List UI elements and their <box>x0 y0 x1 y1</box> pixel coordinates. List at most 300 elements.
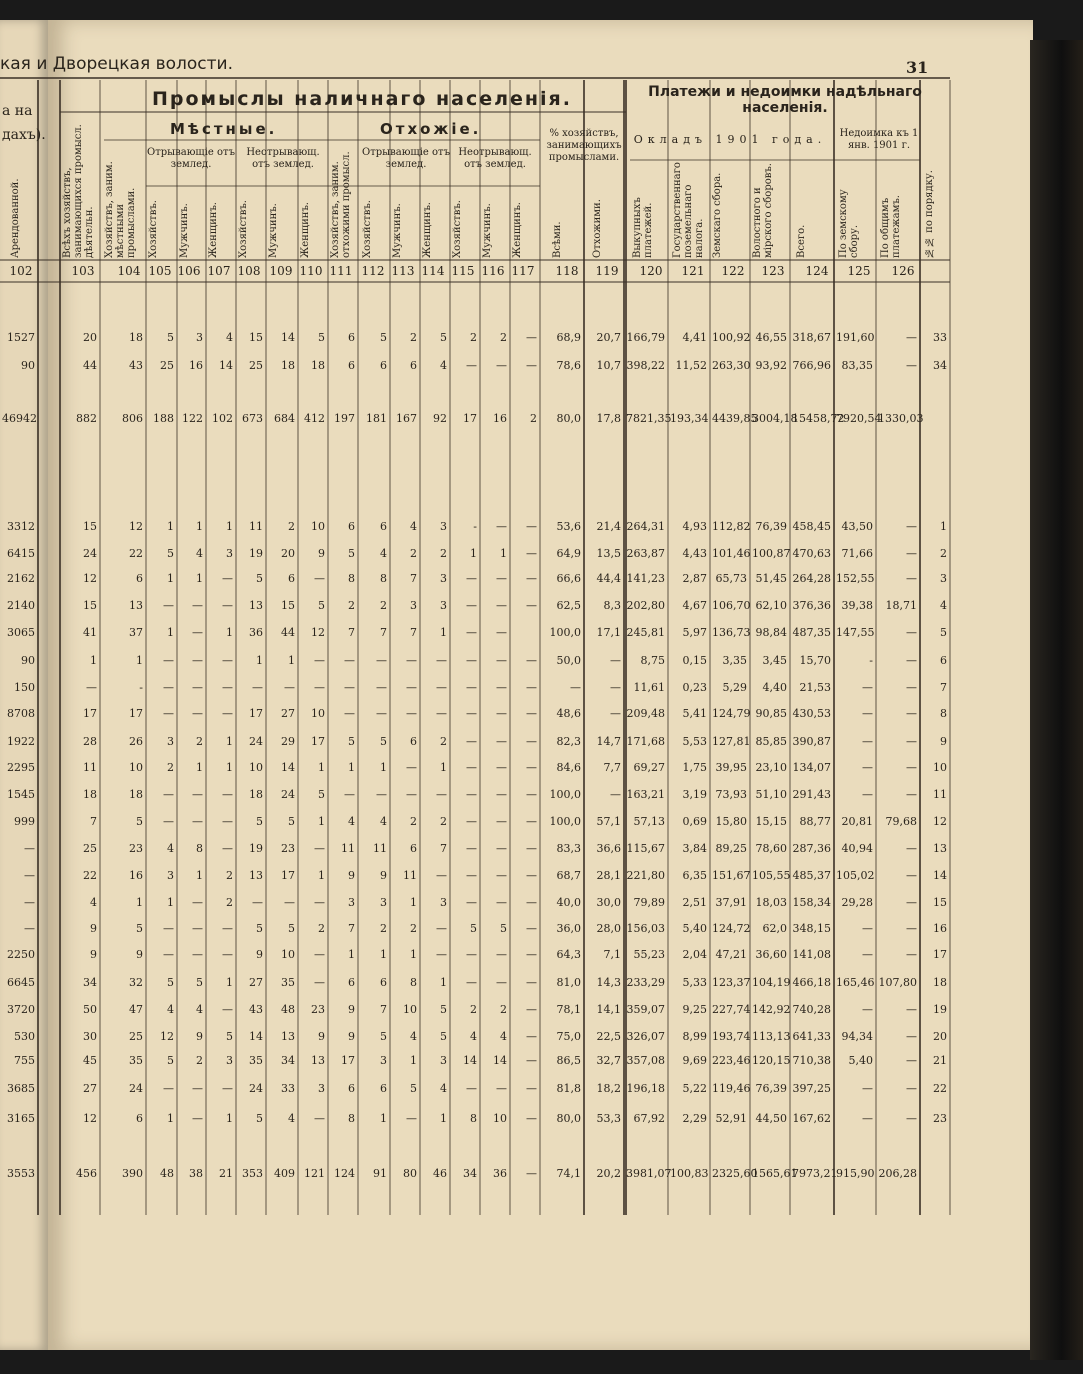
table-cell: — <box>222 572 233 585</box>
table-cell: 53,6 <box>556 520 581 533</box>
table-cell: 17 <box>281 869 295 882</box>
table-cell: — <box>163 948 174 961</box>
table-cell: — <box>436 922 447 935</box>
table-cell: 458,45 <box>792 520 831 533</box>
table-cell: 223,46 <box>712 1054 751 1067</box>
table-cell: 6 <box>410 842 417 855</box>
column-number: 107 <box>207 264 231 278</box>
table-cell: 9 <box>348 1003 355 1016</box>
table-cell: 8 <box>380 572 387 585</box>
table-cell: 34 <box>281 1054 295 1067</box>
table-cell: 8,99 <box>682 1030 707 1043</box>
table-cell: 20 <box>281 547 295 560</box>
table-cell: 107,80 <box>878 976 917 989</box>
table-cell: — <box>344 788 355 801</box>
table-cell: — <box>314 976 325 989</box>
table-cell: — <box>496 520 507 533</box>
table-cell: 5,53 <box>682 735 707 748</box>
table-cell: 136,73 <box>712 626 751 639</box>
table-cell: 18 <box>311 359 325 372</box>
table-cell: 397,25 <box>792 1082 831 1095</box>
table-cell: 7,7 <box>603 761 621 774</box>
table-cell: 65,73 <box>715 572 747 585</box>
table-cell: — <box>24 922 35 935</box>
column-number: 116 <box>481 264 505 278</box>
table-cell: — <box>406 707 417 720</box>
table-cell: — <box>192 1112 203 1125</box>
table-cell: 2 <box>167 761 174 774</box>
table-cell: — <box>192 922 203 935</box>
left-fragment-2: дахъ). <box>2 127 46 143</box>
table-cell: 3 <box>440 572 447 585</box>
table-cell: — <box>610 654 621 667</box>
table-cell: 16 <box>189 359 203 372</box>
table-cell: 1 <box>410 1054 417 1067</box>
table-cell: 35 <box>281 976 295 989</box>
table-cell: 1 <box>136 654 143 667</box>
table-cell: 30,0 <box>596 896 621 909</box>
table-cell: 68,9 <box>556 331 581 344</box>
table-cell: 41 <box>83 626 97 639</box>
table-cell: 64,3 <box>556 948 581 961</box>
table-cell: 412 <box>304 412 325 425</box>
table-cell: — <box>906 359 917 372</box>
table-cell: — <box>526 1030 537 1043</box>
table-cell: 376,36 <box>792 599 831 612</box>
table-cell: 8 <box>196 842 203 855</box>
column-number: 122 <box>721 264 745 278</box>
table-cell: 6 <box>348 359 355 372</box>
table-cell: 6415 <box>7 547 35 560</box>
table-cell: 35 <box>129 1054 143 1067</box>
table-cell: 100,87 <box>752 547 791 560</box>
table-cell: 34 <box>83 976 97 989</box>
table-cell: 17 <box>129 707 143 720</box>
table-cell: 51,10 <box>755 788 787 801</box>
table-cell: 673 <box>242 412 263 425</box>
table-cell: 100,0 <box>549 626 581 639</box>
table-cell: 27 <box>83 1082 97 1095</box>
table-cell: 0,15 <box>682 654 707 667</box>
table-cell: 1 <box>440 976 447 989</box>
vertical-header-15: Женщинъ. <box>512 202 523 258</box>
table-cell: 5 <box>380 735 387 748</box>
table-cell: 18,2 <box>596 1082 621 1095</box>
table-cell: — <box>222 681 233 694</box>
table-cell: — <box>376 681 387 694</box>
table-cell: 21 <box>933 1054 947 1067</box>
table-cell: 15 <box>83 520 97 533</box>
table-cell: 5,29 <box>722 681 747 694</box>
table-cell: — <box>862 735 873 748</box>
table-cell: 6 <box>380 976 387 989</box>
table-cell: 158,34 <box>792 896 831 909</box>
table-cell: 470,63 <box>792 547 831 560</box>
table-cell: 171,68 <box>626 735 665 748</box>
table-cell: 5 <box>348 735 355 748</box>
table-cell: — <box>466 976 477 989</box>
table-cell: — <box>496 788 507 801</box>
table-cell: 64,9 <box>556 547 581 560</box>
table-cell: 5 <box>136 815 143 828</box>
table-cell: — <box>526 842 537 855</box>
table-cell: 4 <box>440 1082 447 1095</box>
table-cell: 47 <box>129 1003 143 1016</box>
table-cell: — <box>526 654 537 667</box>
table-cell: 5 <box>380 331 387 344</box>
table-cell: 3165 <box>7 1112 35 1125</box>
table-cell: 4 <box>500 1030 507 1043</box>
table-cell: — <box>526 976 537 989</box>
table-cell: — <box>222 599 233 612</box>
table-cell: 33 <box>933 331 947 344</box>
table-cell: 221,80 <box>626 869 665 882</box>
table-cell: — <box>163 815 174 828</box>
table-cell: 1 <box>440 761 447 774</box>
table-cell: 530 <box>14 1030 35 1043</box>
table-cell: — <box>466 707 477 720</box>
table-cell: 5 <box>167 976 174 989</box>
table-cell: 1 <box>167 1112 174 1125</box>
table-cell: 4 <box>288 1112 295 1125</box>
table-cell: — <box>163 922 174 935</box>
table-cell: 4,41 <box>682 331 707 344</box>
table-cell: 16 <box>129 869 143 882</box>
table-cell: 6 <box>136 1112 143 1125</box>
vertical-header-9: Хозяйствъ, заним. отхожими промысл. <box>330 151 352 258</box>
table-cell: 86,5 <box>556 1054 581 1067</box>
table-cell: 12 <box>311 626 325 639</box>
table-cell: 18,71 <box>885 599 917 612</box>
table-cell: — <box>906 572 917 585</box>
table-cell: 37,91 <box>715 896 747 909</box>
table-cell: 193,34 <box>670 412 709 425</box>
table-cell: 151,67 <box>712 869 751 882</box>
table-cell: 1 <box>226 761 233 774</box>
table-cell: 1 <box>410 948 417 961</box>
table-cell: 10 <box>311 520 325 533</box>
column-number: 112 <box>361 264 385 278</box>
table-cell: 27 <box>281 707 295 720</box>
table-cell: 32,7 <box>596 1054 621 1067</box>
table-cell: 390 <box>122 1167 143 1180</box>
table-cell: — <box>163 788 174 801</box>
table-cell: — <box>466 788 477 801</box>
table-cell: 3,84 <box>682 842 707 855</box>
table-cell: 15,15 <box>755 815 787 828</box>
table-cell: 98,84 <box>755 626 787 639</box>
table-cell: — <box>24 869 35 882</box>
table-cell: 37 <box>129 626 143 639</box>
table-cell: 165,46 <box>836 976 875 989</box>
table-cell: 15458,72 <box>792 412 845 425</box>
column-number: 115 <box>451 264 475 278</box>
table-cell: 120,15 <box>752 1054 791 1067</box>
table-cell: 22,5 <box>596 1030 621 1043</box>
table-cell: — <box>344 707 355 720</box>
table-cell: — <box>906 331 917 344</box>
table-cell: — <box>163 681 174 694</box>
table-cell: 47,21 <box>715 948 747 961</box>
table-cell: — <box>496 869 507 882</box>
table-cell: 18,03 <box>755 896 787 909</box>
table-cell: — <box>906 896 917 909</box>
table-cell: 76,39 <box>755 1082 787 1095</box>
vertical-header-19: Государственнаго поземельнаго налога. <box>672 162 705 258</box>
vertical-header-8: Женщинъ. <box>300 202 311 258</box>
table-cell: — <box>526 869 537 882</box>
table-cell: — <box>862 681 873 694</box>
table-cell: 9 <box>256 948 263 961</box>
vertical-header-0: Арендованной. <box>10 178 21 258</box>
table-cell: 1,75 <box>682 761 707 774</box>
table-cell: 101,46 <box>712 547 751 560</box>
page-number: 31 <box>906 58 929 77</box>
table-cell: 13 <box>933 842 947 855</box>
table-cell: 38 <box>189 1167 203 1180</box>
table-cell: — <box>436 869 447 882</box>
table-cell: 1 <box>226 976 233 989</box>
table-cell: 1 <box>940 520 947 533</box>
table-cell: 6 <box>380 1082 387 1095</box>
table-cell: 1 <box>226 626 233 639</box>
table-cell: — <box>192 599 203 612</box>
table-cell: 46942 <box>2 412 37 425</box>
table-cell: 17 <box>933 948 947 961</box>
table-cell: 5 <box>167 331 174 344</box>
table-cell: 83,3 <box>556 842 581 855</box>
table-cell: 1 <box>318 815 325 828</box>
table-cell: 245,81 <box>626 626 665 639</box>
table-cell: 1 <box>348 761 355 774</box>
column-number: 109 <box>269 264 293 278</box>
table-cell: 22 <box>933 1082 947 1095</box>
table-cell: 36,60 <box>755 948 787 961</box>
table-cell: 1 <box>440 1112 447 1125</box>
table-cell: 25 <box>160 359 174 372</box>
table-cell: 2,04 <box>682 948 707 961</box>
table-cell: — <box>610 681 621 694</box>
table-cell: 12 <box>83 572 97 585</box>
table-cell: 83,35 <box>841 359 873 372</box>
table-cell: 28,0 <box>596 922 621 935</box>
table-cell: 112,82 <box>712 520 751 533</box>
table-cell: 48 <box>160 1167 174 1180</box>
table-cell: — <box>496 1082 507 1095</box>
table-cell: — <box>163 599 174 612</box>
table-cell: 105,55 <box>752 869 791 882</box>
table-cell: — <box>496 707 507 720</box>
table-cell: 5,41 <box>682 707 707 720</box>
column-number: 113 <box>391 264 415 278</box>
table-cell: 456 <box>76 1167 97 1180</box>
table-cell: — <box>222 842 233 855</box>
table-cell: — <box>526 788 537 801</box>
table-cell: — <box>906 1054 917 1067</box>
vertical-header-5: Женщинъ. <box>208 202 219 258</box>
table-cell: 90 <box>21 654 35 667</box>
table-cell: — <box>192 896 203 909</box>
vertical-header-12: Женщинъ. <box>422 202 433 258</box>
table-cell: 10 <box>311 707 325 720</box>
table-cell: — <box>192 815 203 828</box>
table-cell: — <box>466 815 477 828</box>
table-cell: 1 <box>470 547 477 560</box>
table-cell: 10,7 <box>596 359 621 372</box>
table-cell: 2 <box>288 520 295 533</box>
table-cell: 32 <box>129 976 143 989</box>
column-number: 126 <box>891 264 915 278</box>
table-cell: 44,50 <box>755 1112 787 1125</box>
table-cell: 755 <box>14 1054 35 1067</box>
table-cell: 9 <box>136 948 143 961</box>
table-cell: 113,13 <box>752 1030 791 1043</box>
vertical-header-20: Земскаго сбора. <box>712 172 723 258</box>
table-cell: 5 <box>256 815 263 828</box>
table-cell: 89,25 <box>715 842 747 855</box>
table-cell: 81,8 <box>556 1082 581 1095</box>
table-cell: 24 <box>249 1082 263 1095</box>
column-number: 104 <box>117 264 141 278</box>
table-cell: 4,43 <box>682 547 707 560</box>
table-cell: 14 <box>493 1054 507 1067</box>
table-cell: 3 <box>410 599 417 612</box>
table-cell: 104,19 <box>752 976 791 989</box>
table-cell: 1 <box>256 654 263 667</box>
table-cell: 2,51 <box>682 896 707 909</box>
table-cell: 18 <box>933 976 947 989</box>
vertical-header-23: По земскому сбору. <box>838 189 860 258</box>
table-cell: 5 <box>348 547 355 560</box>
table-cell: 1 <box>440 626 447 639</box>
table-cell: 2140 <box>7 599 35 612</box>
table-cell: 100,0 <box>549 815 581 828</box>
table-cell: 1 <box>136 896 143 909</box>
table-cell: 202,80 <box>626 599 665 612</box>
table-cell: 1 <box>196 869 203 882</box>
vertical-header-7: Мужчинъ. <box>268 203 279 258</box>
table-cell: 48,6 <box>556 707 581 720</box>
table-cell: 233,29 <box>626 976 665 989</box>
table-cell: 15 <box>83 599 97 612</box>
table-cell: 19 <box>933 1003 947 1016</box>
table-cell: 3004,18 <box>752 412 798 425</box>
table-cell: 33 <box>281 1082 295 1095</box>
table-cell: 348,15 <box>792 922 831 935</box>
table-cell: — <box>222 707 233 720</box>
heading-arrears: Недоимка къ 1 янв. 1901 г. <box>839 128 919 151</box>
table-cell: 46 <box>433 1167 447 1180</box>
table-cell: — <box>222 815 233 828</box>
table-cell: — <box>466 681 477 694</box>
table-cell: 39,38 <box>841 599 873 612</box>
table-cell: 4 <box>196 1003 203 1016</box>
table-cell: 4 <box>380 547 387 560</box>
table-cell: — <box>466 572 477 585</box>
table-cell: 22 <box>83 869 97 882</box>
table-cell: 2162 <box>7 572 35 585</box>
table-cell: — <box>252 681 263 694</box>
table-cell: 57,13 <box>633 815 665 828</box>
table-cell: 1 <box>90 654 97 667</box>
table-cell: 10 <box>933 761 947 774</box>
table-cell: 17 <box>83 707 97 720</box>
column-number: 102 <box>9 264 33 278</box>
table-cell: 20 <box>933 1030 947 1043</box>
column-number: 118 <box>555 264 579 278</box>
table-cell: 5,33 <box>682 976 707 989</box>
table-cell: 14 <box>933 869 947 882</box>
table-cell: — <box>222 654 233 667</box>
table-cell: 7 <box>440 842 447 855</box>
table-cell: 25 <box>249 359 263 372</box>
vertical-header-17: Отхожими. <box>592 199 603 258</box>
table-cell: 13 <box>129 599 143 612</box>
table-cell: — <box>466 626 477 639</box>
table-cell: 1 <box>380 761 387 774</box>
table-cell: 26 <box>129 735 143 748</box>
table-cell: 4 <box>167 842 174 855</box>
table-cell: 806 <box>122 412 143 425</box>
table-cell: 10 <box>493 1112 507 1125</box>
table-cell: — <box>496 572 507 585</box>
table-cell: 46,55 <box>755 331 787 344</box>
table-cell: 48 <box>281 1003 295 1016</box>
table-cell: — <box>526 1112 537 1125</box>
table-cell: 2 <box>500 1003 507 1016</box>
table-cell: — <box>222 1003 233 1016</box>
table-cell: 227,74 <box>712 1003 751 1016</box>
table-cell: 80,0 <box>556 412 581 425</box>
table-cell: 23 <box>281 842 295 855</box>
table-cell: 57,1 <box>596 815 621 828</box>
table-cell: 36 <box>493 1167 507 1180</box>
table-cell: 53,3 <box>596 1112 621 1125</box>
table-cell: 5 <box>318 599 325 612</box>
table-cell: 1565,61 <box>752 1167 798 1180</box>
table-cell: — <box>526 815 537 828</box>
table-cell: 9 <box>348 869 355 882</box>
table-cell: 6645 <box>7 976 35 989</box>
table-cell: 1 <box>167 626 174 639</box>
table-cell: 29,28 <box>841 896 873 909</box>
table-cell: 11,61 <box>633 681 665 694</box>
table-cell: 28 <box>83 735 97 748</box>
table-cell: 9,69 <box>682 1054 707 1067</box>
table-cell: — <box>862 707 873 720</box>
table-cell: 3 <box>196 331 203 344</box>
table-cell: 1 <box>348 948 355 961</box>
table-cell: 12 <box>129 520 143 533</box>
table-cell: 2 <box>500 331 507 344</box>
table-cell: 3 <box>440 599 447 612</box>
table-cell: 2 <box>226 896 233 909</box>
table-cell: 353 <box>242 1167 263 1180</box>
table-cell: 4 <box>90 896 97 909</box>
table-cell: — <box>192 626 203 639</box>
table-cell: 0,23 <box>682 681 707 694</box>
table-cell: — <box>344 681 355 694</box>
table-cell: 141,08 <box>792 948 831 961</box>
table-cell: 30 <box>83 1030 97 1043</box>
table-cell: 1 <box>380 1112 387 1125</box>
table-cell: 34 <box>463 1167 477 1180</box>
table-cell: 92 <box>433 412 447 425</box>
table-cell: 264,31 <box>626 520 665 533</box>
table-cell: — <box>906 1030 917 1043</box>
table-cell: 73,93 <box>715 788 747 801</box>
table-cell: — <box>192 654 203 667</box>
